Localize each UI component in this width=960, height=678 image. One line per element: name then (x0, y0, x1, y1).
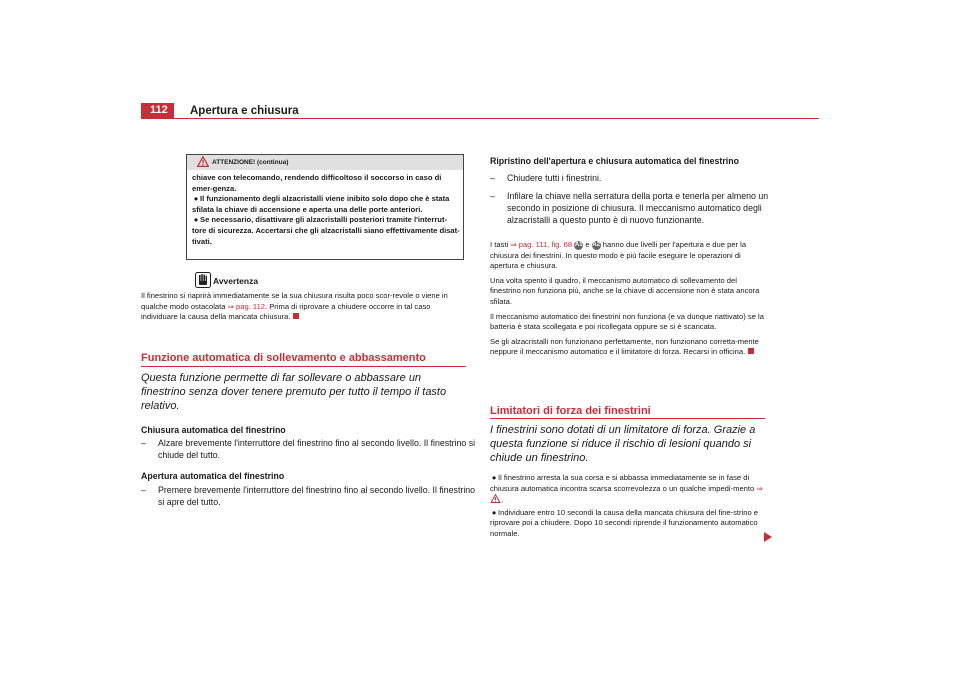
callout-a1-icon: A1 (574, 241, 583, 248)
note-hand-icon (195, 272, 211, 288)
warning-triangle-icon (197, 156, 209, 167)
warning-bullet: ● Se necessario, disattivare gli alzacristalli posteriori tramite l'interrut-tore di sicurezza. Accertarsi che gli alzacristalli siano effettivamente disat-tivati. (192, 215, 460, 246)
subheading: Ripristino dell'apertura e chiusura automatica del finestrino (490, 156, 739, 166)
section-title: Limitatori di forza dei finestrini (490, 405, 651, 417)
subheading: Apertura automatica del finestrino (141, 471, 285, 481)
header-rule (141, 118, 819, 119)
page-number: 112 (141, 103, 174, 118)
bullet-icon: ● (491, 473, 497, 482)
paragraph: Se gli alzacristalli non funzionano perfettamente, non funzionano corretta-mente neppure il meccanismo automatico e il limitatore di forza. Recarsi in officina. (490, 336, 759, 357)
end-mark-icon (748, 348, 754, 354)
list-item: – Alzare brevemente l'interruttore del finestrino fino al secondo livello. Il finestrino si chiude del tutto. (141, 438, 476, 461)
bullet-icon: ● (193, 194, 199, 204)
bullet-item: ● Il finestrino arresta la sua corsa e si abbassa immediatamente se in fase di chiusura automatica incontra scarsa scorrevolezza o un qualche impedi-mento ⇒ . (490, 473, 763, 505)
bullet-item: ● Individuare entro 10 secondi la causa della mancata chiusura del fine-strino e riprovare poi a chiudere. Dopo 10 secondi riprende il funzionamento automatico normale. (490, 507, 759, 538)
callout-a2-icon: A2 (592, 241, 600, 248)
warning-reference-link[interactable]: ⇒ (756, 483, 763, 493)
limiter-bullets (490, 473, 765, 540)
end-mark-icon (293, 313, 299, 319)
paragraph: I tasti ⇒ pag. 111, fig. 68 A1 e A2 hanno due livelli per l'apertura e due per la chiusura dei finestrini. In questo modo è più facile eseguire le operazioni di apertura e chiusura. (490, 240, 747, 271)
bullet-icon: ● (491, 507, 497, 517)
warning-line: chiave con telecomando, rendendo difficoltoso il soccorso in caso di emer-genza. (192, 173, 442, 193)
warning-title: ATTENZIONE! (continua) (212, 159, 289, 166)
section-title: Funzione automatica di sollevamento e abbassamento (141, 352, 426, 364)
note-body: Il finestrino si riaprirà immediatamente se la sua chiusura risulta poco scor-revole o viene in qualche modo ostacolata ⇒ pag. 112. Prima di riprovare a chiudere occorre in tal caso individuare la causa della mancata chiusura. (141, 291, 448, 322)
right-paragraphs (490, 240, 765, 358)
page-reference-link[interactable]: ⇒ pag. 112 (227, 301, 266, 311)
subheading: Chiusura automatica del finestrino (141, 425, 286, 435)
section-lead: I finestrini sono dotati di un limitatore di forza. Grazie a questa funzione si riduce il rischio di lesioni quando si chiude un finestrino. (490, 424, 756, 464)
paragraph: Il meccanismo automatico dei finestrini non funziona (e va dunque riattivato) se la batteria è stata scollegata e poi ricollegata oppure se si è scaricata. (490, 311, 764, 332)
list-item: – Premere brevemente l'interruttore del finestrino fino al secondo livello. Il finestrino si apre del tutto. (141, 485, 476, 508)
section-lead: Questa funzione permette di far sollevare o abbassare un finestrino senza dover tenere premuto per tutto il tempo il tasto relativo. (141, 372, 447, 412)
paragraph: Una volta spento il quadro, il meccanismo automatico di sollevamento del finestrino non funziona più, anche se la chiave di accensione non è stata ancora sfilata. (490, 275, 760, 306)
note-title: Avvertenza (213, 276, 259, 286)
bullet-icon: ● (193, 215, 199, 225)
section-rule (141, 366, 466, 367)
warning-bullet: ● Il funzionamento degli alzacristalli viene inibito solo dopo che è stata sfilata la chiave di accensione e aperta una delle porte anteriori. (192, 194, 450, 214)
warning-triangle-icon (490, 494, 501, 503)
list-item: – Chiudere tutti i finestrini. (490, 173, 602, 183)
section-rule (490, 418, 765, 419)
next-page-arrow-icon[interactable] (764, 532, 772, 542)
list-item: – Infilare la chiave nella serratura della porta e tenerla per almeno un secondo in posizione di chiusura. Il meccanismo automatico degli alzacristalli a questo punto è di nuovo funzionante. (490, 191, 769, 226)
warning-body (192, 173, 460, 247)
page-header-title: Apertura e chiusura (190, 105, 299, 117)
figure-reference-link[interactable]: ⇒ pag. 111, fig. 68 (510, 240, 573, 249)
